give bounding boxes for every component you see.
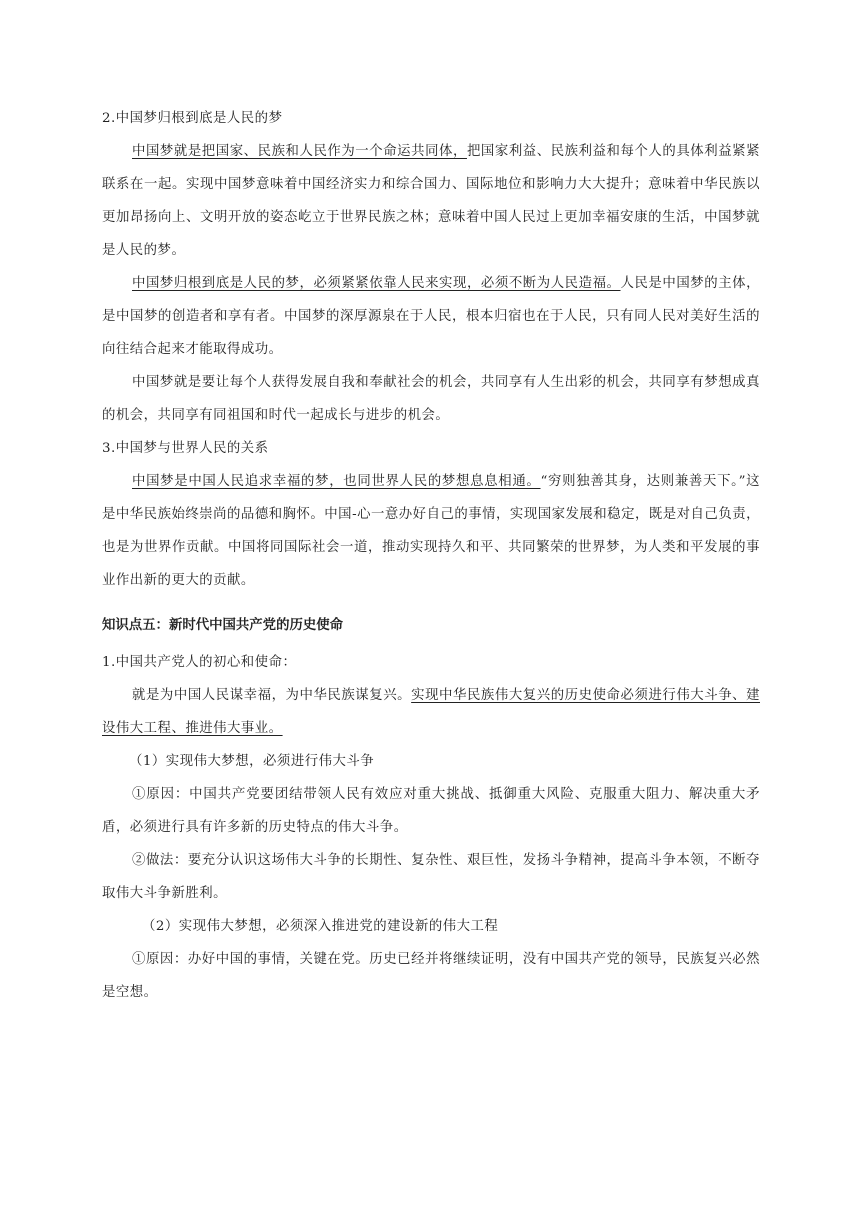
underlined-key-sentence: 中国梦就是把国家、民族和人民作为一个命运共同体，	[132, 144, 467, 159]
paragraph-text: 就是为中国人民谋幸福，为中华民族谋复兴。	[132, 688, 412, 703]
paragraph-text: “穷则独善其身，达则兼善天下。”这是中华民族始终崇尚的品德和胸怀。中国-心一意办好自己的事情，实现国家发展和稳定，既是对自己负责，也是为世界作贡献。中国将同国际社会一道，推动实现持久和平、共同繁荣的世界梦，为人类和平发展的事业作出新的更大的贡献。	[102, 474, 760, 588]
section-2-paragraph-1	[102, 135, 760, 267]
paragraph-text: 人民是中国梦的主体，是中国梦的创造者和享有者。中国梦的深厚源泉在于人民，根本归宿也在于人民，只有同人民对美好生活的向往结合起来才能取得成功。	[102, 276, 761, 357]
underlined-key-sentence: 中国梦归根到底是人民的梦，必须紧紧依靠人民来实现，必须不断为人民造福。	[132, 276, 621, 291]
knowledge-point-5-heading: 知识点五：新时代中国共产党的历史使命	[102, 618, 344, 633]
item-1-paragraph	[102, 679, 760, 745]
section-3-heading: 3.中国梦与世界人民的关系	[102, 441, 269, 456]
subsection-1-title: （1）实现伟大梦想，必须进行伟大斗争	[129, 754, 375, 769]
section-2-paragraph-3: 中国梦就是要让每个人获得发展自我和奉献社会的机会，共同享有人生出彩的机会，共同享有梦想成真的机会，共同享有同祖国和时代一起成长与进步的机会。	[102, 375, 760, 423]
section-2-heading: 2.中国梦归根到底是人民的梦	[102, 111, 283, 126]
paragraph-text: 把国家利益、民族利益和每个人的具体利益紧紧联系在一起。实现中国梦意味着中国经济实力和综合国力、国际地位和影响力大大提升；意味着中华民族以更加昂扬向上、文明开放的姿态屹立于世界民族之林；意味着中国人民过上更加幸福安康的生活，中国梦就是人民的梦。	[102, 144, 760, 258]
subsection-1-method: ②做法：要充分认识这场伟大斗争的长期性、复杂性、艰巨性，发扬斗争精神，提高斗争本领，不断夺取伟大斗争新胜利。	[102, 853, 760, 901]
underlined-key-sentence: 实现中华民族伟大复兴的历史使命必须进行伟大斗争、建设伟大工程、推进伟大事业。	[102, 688, 760, 736]
document-page	[102, 102, 760, 1009]
spacer	[102, 597, 760, 601]
underlined-key-sentence: 中国梦是中国人民追求幸福的梦，也同世界人民的梦想息息相通。	[132, 474, 541, 489]
subsection-2-reason: ①原因：办好中国的事情，关键在党。历史已经并将继续证明，没有中国共产党的领导，民族复兴必然是空想。	[102, 952, 760, 1000]
subsection-1-reason: ①原因：中国共产党要团结带领人民有效应对重大挑战、抵御重大风险、克服重大阻力、解决重大矛盾，必须进行具有许多新的历史特点的伟大斗争。	[102, 787, 760, 835]
subsection-2-title: （2）实现伟大梦想，必须深入推进党的建设新的伟大工程	[142, 919, 499, 934]
section-3-paragraph-1	[102, 465, 760, 597]
item-1-heading: 1.中国共产党人的初心和使命：	[102, 655, 297, 670]
section-2-paragraph-2	[102, 267, 760, 366]
